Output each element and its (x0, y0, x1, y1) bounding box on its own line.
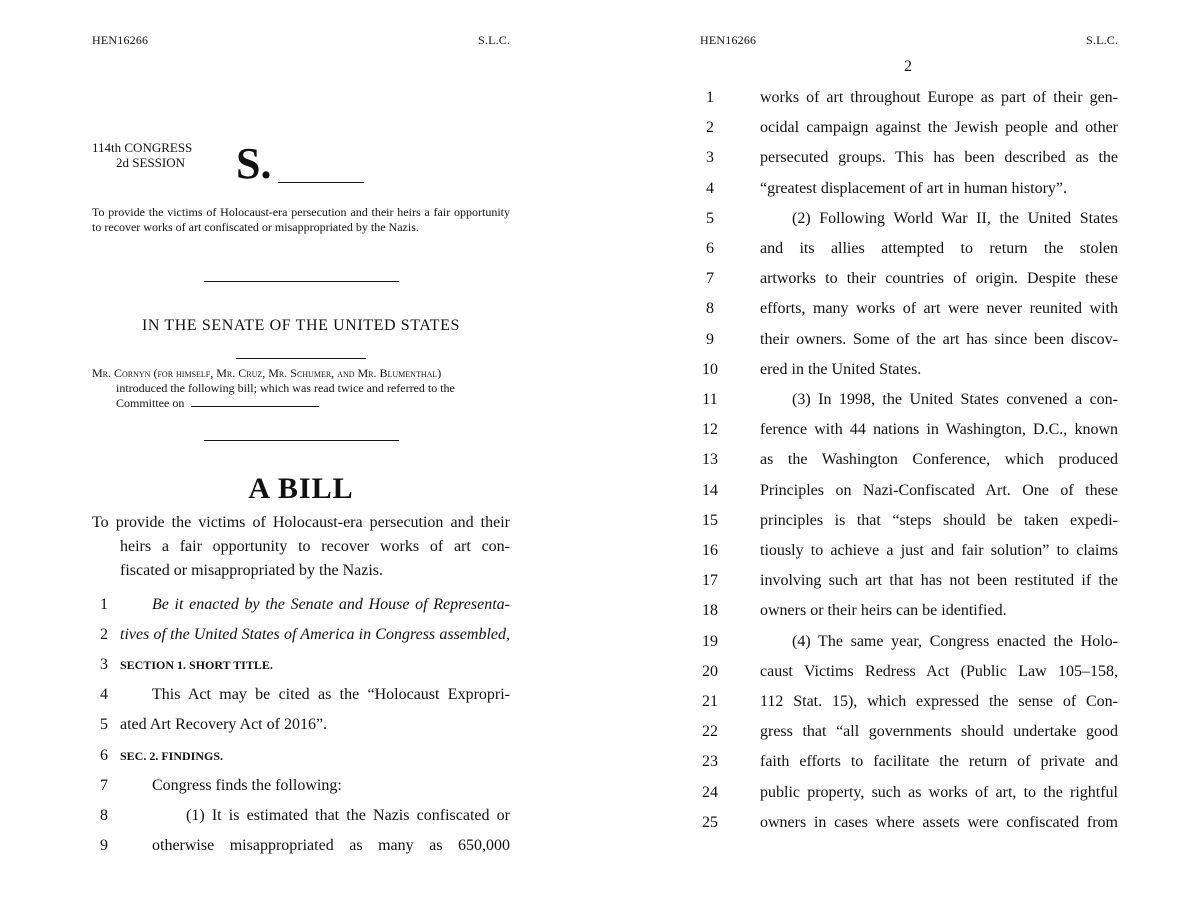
divider-rule (204, 281, 399, 282)
introduction-block (92, 366, 510, 411)
line-text: artworks to their countries of origin. Despite these (760, 270, 1118, 288)
section-heading: SEC. 2. FINDINGS. (120, 749, 224, 763)
line-number: 7 (706, 270, 714, 288)
line-text: public property, such as works of art, to the rightful (760, 783, 1118, 801)
congress-session-block (92, 140, 222, 170)
line-number: 14 (702, 481, 718, 499)
line-number: 5 (706, 209, 714, 227)
line-text: otherwise misappropriated as many as 650,000 (152, 837, 510, 854)
line-text: principles is that “steps should be taken expedi- (760, 511, 1118, 529)
line-text: persecuted groups. This has been described as the (760, 149, 1118, 167)
line-number: 3 (100, 656, 108, 673)
header-doc-id: HEN16266 (700, 33, 757, 47)
header-slc: S.L.C. (478, 33, 511, 47)
line-number: 2 (706, 119, 714, 137)
cosponsors: (for himself, Mr. Cruz, Mr. Schumer, and Mr. Blumenthal) (153, 366, 442, 380)
sponsor-name: Mr. Cornyn (92, 366, 151, 380)
line-number: 24 (702, 783, 718, 801)
line-text: (3) In 1998, the United States convened a con- (792, 391, 1118, 408)
committee-blank (191, 406, 319, 407)
long-title-line-1: To provide the victims of Holocaust-era persecution and their (92, 514, 510, 531)
line-number: 13 (702, 451, 718, 469)
line-text: “greatest displacement of art in human history”. (760, 179, 1068, 197)
line-number: 17 (702, 572, 718, 590)
line-number: 5 (100, 716, 108, 733)
section-heading: SECTION 1. SHORT TITLE. (120, 658, 273, 672)
line-number: 1 (706, 89, 714, 106)
bill-prefix: S. (236, 139, 272, 188)
line-text: (1) It is estimated that the Nazis confiscated or (186, 807, 510, 824)
line-text: ated Art Recovery Act of 2016”. (120, 716, 328, 733)
short-divider-rule (236, 358, 366, 359)
line-text: as the Washington Conference, which produced (760, 451, 1118, 469)
session-label: 2d SESSION (116, 155, 185, 170)
line-text: involving such art that has not been restituted if the (760, 572, 1118, 590)
line-number: 20 (702, 662, 718, 680)
line-number: 9 (706, 330, 714, 348)
line-text: ered in the United States. (760, 360, 922, 378)
line-number: 19 (702, 632, 718, 650)
line-text: (4) The same year, Congress enacted the Holo- (792, 632, 1118, 650)
line-text: caust Victims Redress Act (Public Law 105–158, (760, 662, 1118, 680)
line-number: 4 (100, 686, 108, 703)
line-text: (2) Following World War II, the United States (792, 209, 1118, 227)
line-text: efforts, many works of art were never reunited with (760, 300, 1118, 318)
divider-rule-2 (204, 440, 399, 441)
line-number: 8 (100, 807, 108, 824)
line-text: Be it enacted by the Senate and House of Representa- (152, 596, 510, 613)
in-senate-heading: IN THE SENATE OF THE UNITED STATES (141, 317, 461, 334)
line-number: 1 (100, 596, 108, 613)
line-text: works of art throughout Europe as part of their gen- (760, 89, 1118, 106)
line-number: 2 (100, 626, 108, 643)
line-text: 112 Stat. 15), which expressed the sense of Con- (760, 693, 1118, 710)
short-description-text: To provide the victims of Holocaust-era persecution and their heirs a fair opportunity to recover works of art confiscated or misappropriated by the Nazis. (92, 205, 510, 234)
a-bill-heading: A BILL (248, 472, 354, 505)
line-number: 23 (702, 753, 718, 771)
line-text: gress that “all governments should undertake good (760, 723, 1118, 741)
congress-label: 114th CONGRESS (92, 140, 193, 155)
header-doc-id: HEN16266 (92, 33, 149, 47)
committee-label: Committee on (116, 396, 185, 410)
line-number: 7 (100, 777, 108, 794)
page-number: 2 (904, 58, 912, 75)
line-text: tiously to achieve a just and fair solution” to claims (760, 542, 1118, 559)
line-text: and its allies attempted to return the stolen (760, 240, 1118, 257)
line-number: 10 (702, 360, 718, 378)
line-number: 16 (702, 542, 718, 559)
line-text: Congress finds the following: (152, 777, 342, 794)
line-number: 25 (702, 813, 718, 831)
line-text: Principles on Nazi-Confiscated Art. One of these (760, 481, 1118, 499)
line-text: owners in cases where assets were confiscated from (760, 813, 1118, 831)
line-number: 18 (702, 602, 718, 620)
long-title-line-3: fiscated or misappropriated by the Nazis. (120, 562, 384, 579)
line-text: owners or their heirs can be identified. (760, 602, 1007, 620)
line-number: 22 (702, 723, 718, 741)
introduction-line: introduced the following bill; which was read twice and referred to the (116, 381, 455, 395)
line-number: 15 (702, 511, 718, 529)
line-text: This Act may be cited as the “Holocaust Expropri- (152, 686, 510, 703)
line-number: 3 (706, 149, 714, 167)
line-number: 11 (702, 391, 718, 408)
line-text: ocidal campaign against the Jewish people and other (760, 119, 1118, 137)
line-number: 12 (702, 421, 718, 439)
short-description (92, 205, 510, 235)
right-page (600, 0, 1200, 921)
line-text: ference with 44 nations in Washington, D.C., known (760, 421, 1118, 439)
line-number: 9 (100, 837, 108, 854)
line-number: 8 (706, 300, 714, 318)
line-number: 6 (706, 240, 714, 257)
long-title-line-2: heirs a fair opportunity to recover works of art con- (120, 538, 510, 555)
line-number: 6 (100, 747, 108, 764)
long-title (92, 511, 510, 583)
line-number: 4 (706, 179, 714, 197)
header-slc: S.L.C. (1086, 33, 1119, 47)
line-text: faith efforts to facilitate the return of private and (760, 753, 1118, 771)
line-number: 21 (702, 693, 718, 710)
bill-number-blank (278, 182, 364, 183)
line-text: their owners. Some of the art has since been discov- (760, 330, 1118, 348)
line-text: tives of the United States of America in Congress assembled, (120, 626, 510, 643)
